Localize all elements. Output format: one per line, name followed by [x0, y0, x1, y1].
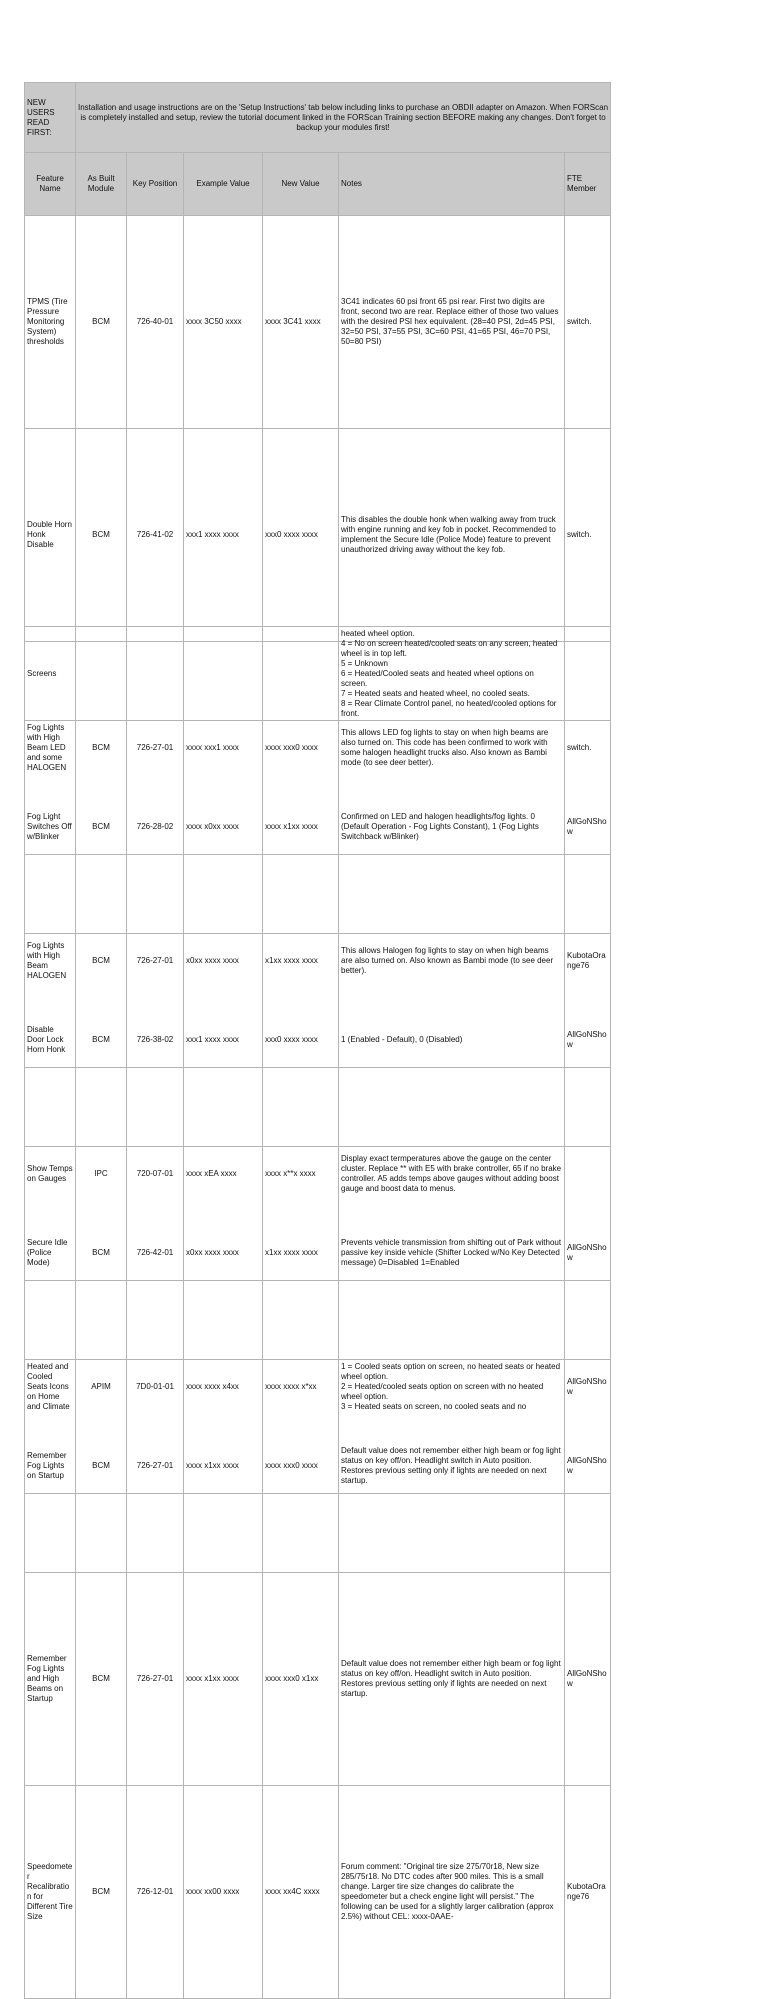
new-value-cell: xxxx xxx0 xxxx: [263, 642, 339, 855]
key-position-cell: 720-07-01: [127, 1068, 184, 1281]
example-value-cell: x0xx xxxx xxxx: [184, 1147, 263, 1360]
example-value-cell: x0xx xxxx xxxx: [184, 855, 263, 1068]
key-position-cell: 726-27-01: [127, 1360, 184, 1573]
example-value-cell: xxxx xx00 xxxx: [184, 1786, 263, 1999]
feature-row: [25, 1573, 611, 1786]
new-value-cell: x1xx xxxx xxxx: [263, 855, 339, 1068]
feature-name-cell: Fog Lights with High Beam HALOGEN: [25, 855, 76, 1068]
feature-row: [25, 216, 611, 429]
new-value-cell: xxxx xx4C xxxx: [263, 1786, 339, 1999]
feature-row: [25, 1147, 611, 1360]
header-new-value: New Value: [263, 153, 339, 216]
module-cell: BCM: [76, 216, 127, 429]
header-fte-member: FTE Member: [565, 153, 611, 216]
fte-member-cell: switch.: [565, 216, 611, 429]
header-example-value: Example Value: [184, 153, 263, 216]
feature-row: [25, 934, 611, 1147]
header-as-built-module: As Built Module: [76, 153, 127, 216]
new-value-cell: xxxx xxx0 x1xx: [263, 1573, 339, 1786]
feature-name-cell: Fog Lights with High Beam LED and some HALOGEN: [25, 642, 76, 855]
example-value-cell: xxxx xEA xxxx: [184, 1068, 263, 1281]
feature-name-cell: Remember Fog Lights and High Beams on Startup: [25, 1573, 76, 1786]
fte-member-cell: KubotaOrange76: [565, 1786, 611, 1999]
fte-member-cell: AllGoNShow: [565, 1281, 611, 1494]
module-cell: APIM: [76, 1281, 127, 1494]
feature-name-cell: Remember Fog Lights on Startup: [25, 1360, 76, 1573]
fte-member-cell: switch.: [565, 642, 611, 855]
key-position-cell: 726-40-01: [127, 216, 184, 429]
fte-member-cell: AllGoNShow: [565, 1360, 611, 1573]
key-position-cell: 726-27-01: [127, 855, 184, 1068]
fte-member-cell: [565, 627, 611, 721]
new-value-cell: xxxx 3C41 xxxx: [263, 216, 339, 429]
new-value-cell: xxxx xxx0 xxxx: [263, 1360, 339, 1573]
example-value-cell: xxxx x0xx xxxx: [184, 721, 263, 934]
page-2-body: [25, 627, 611, 1999]
new-value-cell: xxxx x1xx xxxx: [263, 721, 339, 934]
header-row: [25, 153, 611, 216]
header-notes: Notes: [339, 153, 565, 216]
notes-cell: heated wheel option. 4 = No on screen heated/cooled seats on any screen, heated wheel is in top left. 5 = Unknown 6 = Heated/Cooled seats and heated wheel options on screen. 7 = Heated seats and heated wheel, no cooled seats. 8 = Rear Climate Control panel, no heated/cooled options for front.: [339, 627, 565, 721]
fte-member-cell: AllGoNShow: [565, 934, 611, 1147]
key-position-cell: 726-12-01: [127, 1786, 184, 1999]
example-value-cell: xxxx xxxx x4xx: [184, 1281, 263, 1494]
module-cell: BCM: [76, 429, 127, 642]
new-value-cell: xxxx x**x xxxx: [263, 1068, 339, 1281]
example-value-cell: xxx1 xxxx xxxx: [184, 934, 263, 1147]
banner-label: NEW USERS READ FIRST:: [25, 83, 76, 153]
new-value-cell: xxxx xxxx x*xx: [263, 1281, 339, 1494]
feature-name-cell: Disable Door Lock Horn Honk: [25, 934, 76, 1147]
notes-cell: Default value does not remember either high beam or fog light status on key off/on. Headlight switch in Auto position. Restores previous setting only if lights are needed on next startup.: [339, 1360, 565, 1573]
new-value-cell: xxx0 xxxx xxxx: [263, 429, 339, 642]
notes-cell: Display exact termperatures above the gauge on the center cluster. Replace ** with E5 with brake controller, 65 if no brake controller. A5 adds temps above gauges without adding boost gauge and boost data to menus.: [339, 1068, 565, 1281]
example-value-cell: xxxx x1xx xxxx: [184, 1360, 263, 1573]
notes-cell: 1 (Enabled - Default), 0 (Disabled): [339, 934, 565, 1147]
fte-member-cell: KubotaOrange76: [565, 855, 611, 1068]
banner-text: Installation and usage instructions are on the 'Setup Instructions' tab below including links to purchase an OBDII adapter on Amazon. When FORScan is completely installed and setup, review the tutorial document linked in the FORScan Training section BEFORE making any changes. Don't forget to backup your modules first!: [76, 83, 611, 153]
example-value-cell: xxx1 xxxx xxxx: [184, 429, 263, 642]
feature-name-cell: Speedometer Recalibration for Different Tire Size: [25, 1786, 76, 1999]
key-position-cell: 726-27-01: [127, 642, 184, 855]
module-cell: [76, 627, 127, 721]
key-position-cell: 7D0-01-01: [127, 1281, 184, 1494]
notes-cell: Prevents vehicle transmission from shifting out of Park without passive key inside vehicle (Shifter Locked w/No Key Detected message) 0=Disabled 1=Enabled: [339, 1147, 565, 1360]
feature-row: [25, 721, 611, 934]
module-cell: BCM: [76, 1786, 127, 1999]
module-cell: BCM: [76, 934, 127, 1147]
fte-member-cell: switch.: [565, 429, 611, 642]
fte-member-cell: AllGoNShow: [565, 1573, 611, 1786]
key-position-cell: 726-27-01: [127, 1573, 184, 1786]
module-cell: BCM: [76, 1573, 127, 1786]
feature-name-cell: Heated and Cooled Seats Icons on Home and Climate: [25, 1281, 76, 1494]
module-cell: BCM: [76, 1147, 127, 1360]
feature-name-cell: Secure Idle (Police Mode): [25, 1147, 76, 1360]
notes-cell: Confirmed on LED and halogen headlights/fog lights. 0 (Default Operation - Fog Lights Constant), 1 (Fog Lights Switchback w/Blinker): [339, 721, 565, 934]
key-position-cell: [127, 627, 184, 721]
example-value-cell: xxxx x1xx xxxx: [184, 1573, 263, 1786]
header-feature-name: Feature Name: [25, 153, 76, 216]
feature-row: [25, 429, 611, 642]
fte-member-cell: AllGoNShow: [565, 721, 611, 934]
example-value-cell: xxxx xxx1 xxxx: [184, 642, 263, 855]
example-value-cell: [184, 627, 263, 721]
features-table-page-2: [24, 626, 611, 1999]
key-position-cell: 726-41-02: [127, 429, 184, 642]
feature-name-cell: TPMS (Tire Pressure Monitoring System) thresholds: [25, 216, 76, 429]
notes-cell: This disables the double honk when walking away from truck with engine running and key fob in pocket. Recommended to implement the Secure Idle (Police Mode) feature to prevent unauthorized driving away without the key fob.: [339, 429, 565, 642]
new-value-cell: x1xx xxxx xxxx: [263, 1147, 339, 1360]
new-value-cell: xxx0 xxxx xxxx: [263, 934, 339, 1147]
module-cell: BCM: [76, 642, 127, 855]
notes-cell: This allows LED fog lights to stay on when high beams are also turned on. This code has been confirmed to work with some halogen headlight trucks also. Also known as Bambi mode (to see deer better).: [339, 642, 565, 855]
notes-cell: 3C41 indicates 60 psi front 65 psi rear. First two digits are front, second two are rear. Replace either of those two values with the desired PSI hex equivalent. (28=40 PSI, 2d=45 PSI, 32=50 PSI, 37=55 PSI, 3C=60 PSI, 41=65 PSI, 46=70 PSI, 50=80 PSI): [339, 216, 565, 429]
new-value-cell: [263, 627, 339, 721]
feature-row: [25, 1786, 611, 1999]
module-cell: BCM: [76, 721, 127, 934]
fte-member-cell: AllGoNShow: [565, 1147, 611, 1360]
banner-row: [25, 83, 611, 153]
notes-cell: This allows Halogen fog lights to stay on when high beams are also turned on. Also known as Bambi mode (to see deer better).: [339, 855, 565, 1068]
key-position-cell: 726-38-02: [127, 934, 184, 1147]
feature-row: [25, 1360, 611, 1573]
feature-name-cell: Fog Light Switches Off w/Blinker: [25, 721, 76, 934]
module-cell: IPC: [76, 1068, 127, 1281]
notes-cell: Default value does not remember either high beam or fog light status on key off/on. Headlight switch in Auto position. Restores previous setting only if lights are needed on next startup.: [339, 1573, 565, 1786]
notes-cell: 1 = Cooled seats option on screen, no heated seats or heated wheel option. 2 = Heated/cooled seats option on screen with no heated wheel option. 3 = Heated seats on screen, no cooled seats and no: [339, 1281, 565, 1494]
feature-name-cell: Show Temps on Gauges: [25, 1068, 76, 1281]
feature-name-cell: Double Horn Honk Disable: [25, 429, 76, 642]
notes-cell: Forum comment: "Original tire size 275/70r18, New size 285/75r18. No DTC codes after 900 miles. This is a small change. Larger tire size changes do calibrate the speedometer but a check engine light will persist." The following can be used for a slightly larger calibration (approx 2.5%) without CEL: xxxx-0AAE-: [339, 1786, 565, 1999]
module-cell: BCM: [76, 855, 127, 1068]
feature-row: [25, 627, 611, 721]
example-value-cell: xxxx 3C50 xxxx: [184, 216, 263, 429]
module-cell: BCM: [76, 1360, 127, 1573]
header-key-position: Key Position: [127, 153, 184, 216]
key-position-cell: 726-28-02: [127, 721, 184, 934]
feature-name-cell: Screens: [25, 627, 76, 721]
key-position-cell: 726-42-01: [127, 1147, 184, 1360]
